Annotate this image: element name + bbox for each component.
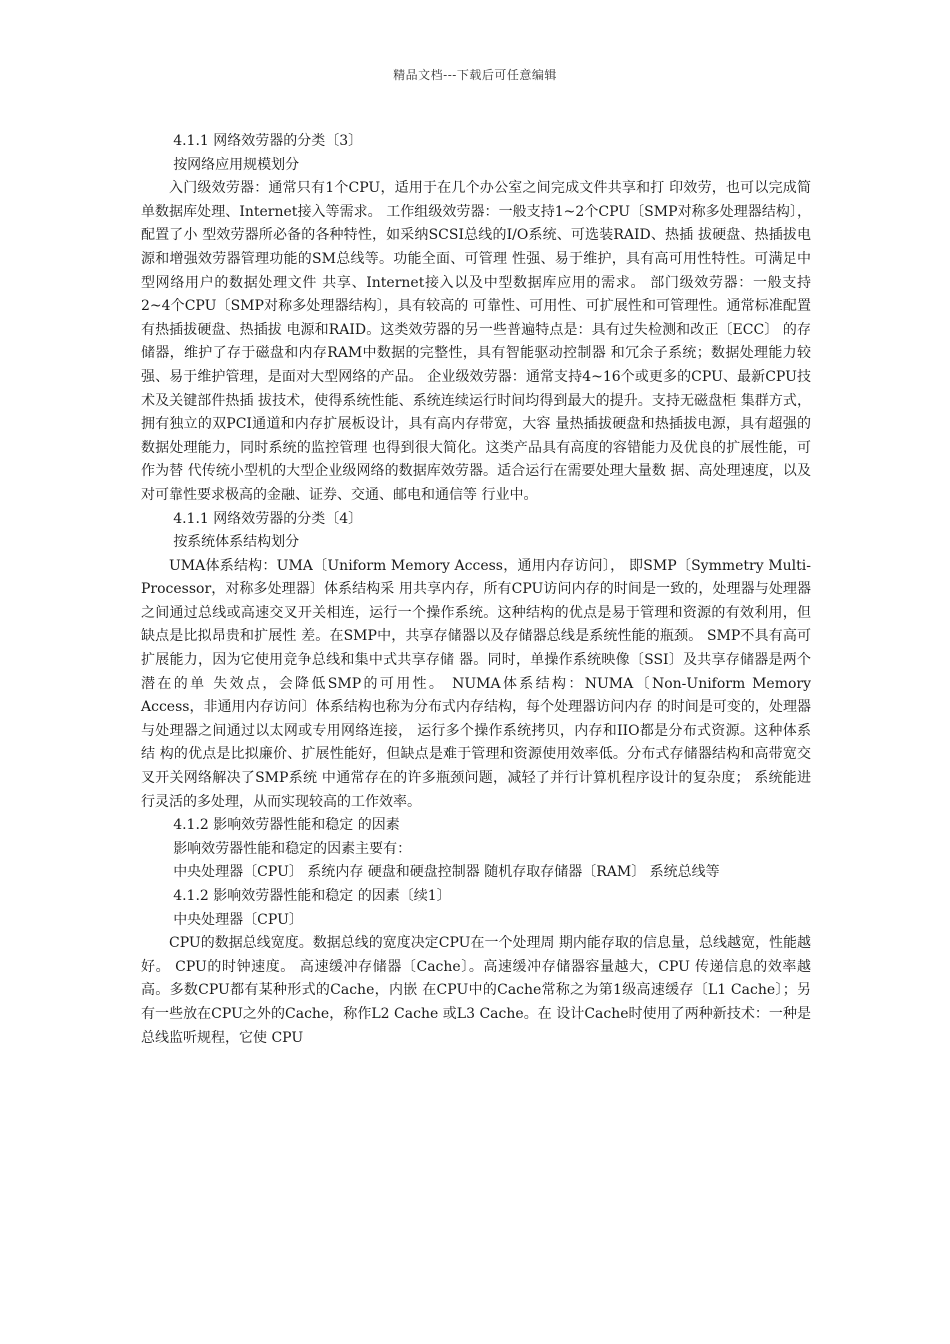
section-heading: 4.1.1 网络效劳器的分类〔4〕	[173, 510, 363, 527]
section-heading: 4.1.2 影响效劳器性能和稳定 的因素〔续1〕	[173, 888, 451, 904]
subsection-heading: 按网络应用规模划分	[173, 156, 300, 173]
section-heading: 4.1.1 网络效劳器的分类〔3〕	[173, 133, 363, 149]
document-body	[141, 130, 811, 1050]
subsection-heading: 影响效劳器性能和稳定的因素主要有：	[173, 840, 412, 857]
subsection-heading: 按系统体系结构划分	[173, 534, 300, 551]
section-heading: 4.1.2 影响效劳器性能和稳定 的因素	[173, 817, 400, 834]
body-paragraph: UMA体系结构：UMA〔Uniform Memory Access，通用内存访问〕， 即SMP〔Symmetry Multi-Processor，对称多处理器〕体系结构采 用共享内存，所有CPU访问内存的时间是一致的，处理器与处理器 之间通过总线或高速交叉开关相连，运行一个操作系统。这种结构的优点是易于管理和资源的有效利用，但缺点是比拟昂贵和扩展性 差。在SMP中，共享存储器以及存储器总线是系统性能的瓶颈。 SMP不具有高可扩展能力，因为它使用竞争总线和集中式共享存储 器。同时，单操作系统映像〔SSI〕及共享存储器是两个潜在的单 失效点，会降低SMP的可用性。 NUMA体系结构：NUMA〔Non-Uniform Memory Access，非通用内存访问〕体系结构也称为分布式内存结构，每个处理器访问内存 的时间是可变的，处理器与处理器之间通过以太网或专用网络连接， 运行多个操作系统拷贝，内存和IIO都是分布式资源。这种体系结 构的优点是比拟廉价、扩展性能好，但缺点是难于管理和资源使用效率低。分布式存储器结构和高带宽交叉开关网络解决了SMP系统 中通常存在的许多瓶颈问题，减轻了并行计算机程序设计的复杂度； 系统能进行灵活的多处理，从而实现较高的工作效率。	[141, 557, 811, 810]
subsection-heading: 中央处理器〔CPU〕	[173, 911, 303, 928]
body-paragraph: 入门级效劳器：通常只有1个CPU，适用于在几个办公室之间完成文件共享和打 印效劳，也可以完成简单数据库处理、Internet接入等需求。 工作组级效劳器：一般支持1~2个CPU〔SMP对称多处理器结构〕，配置了小 型效劳器所必备的各种特性，如采纳SCSI总线的I/O系统、可选装RAID、热插 拔硬盘、热插拔电源和增强效劳器管理功能的SM总线等。功能全面、可管理 性强、易于维护，具有高可用性特性。可满足中型网络用户的数据处理文件 共享、Internet接入以及中型数据库应用的需求。 部门级效劳器：一般支持2~4个CPU〔SMP对称多处理器结构〕，具有较高的 可靠性、可用性、可扩展性和可管理性。通常标准配置有热插拔硬盘、热插拔 电源和RAID。这类效劳器的另一些普遍特点是：具有过失检测和改正〔ECC〕 的存储器，维护了存于磁盘和内存RAM中数据的完整性，具有智能驱动控制器 和冗余子系统；数据处理能力较强、易于维护管理，是面对大型网络的产品。 企业级效劳器：通常支持4~16个或更多的CPU、最新CPU技术及关键部件热插 拔技术，使得系统性能、系统连续运行时间均得到最大的提升。支持无磁盘柜 集群方式，拥有独立的双PCI通道和内存扩展板设计，具有高内存带宽，大容 量热插拔硬盘和热插拔电源，具有超强的数据处理能力，同时系统的监控管理 也得到很大简化。这类产品具有高度的容错能力及优良的扩展性能，可作为替 代传统小型机的大型企业级网络的数据库效劳器。适合运行在需要处理大量数 据、高处理速度，以及对可靠性要求极高的金融、证券、交通、邮电和通信等 行业中。	[141, 180, 811, 503]
page-header: 精品文档---下载后可任意编辑	[393, 68, 557, 82]
body-paragraph: CPU的数据总线宽度。数据总线的宽度决定CPU在一个处理周 期内能存取的信息量，总线越宽，性能越好。 CPU的时钟速度。 高速缓冲存储器〔Cache〕。高速缓冲存储器容量越大，CPU 传递信息的效率越高。多数CPU都有某种形式的Cache，内嵌 在CPU中的Cache常称之为第1级高速缓存〔L1 Cache〕；另 有一些放在CPU之外的Cache，称作L2 Cache 或L3 Cache。在 设计Cache时使用了两种新技术：一种是总线监听规程，它使 CPU	[141, 935, 811, 1046]
factor-list: 中央处理器〔CPU〕 系统内存 硬盘和硬盘控制器 随机存取存储器〔RAM〕 系统总线等	[173, 864, 720, 881]
